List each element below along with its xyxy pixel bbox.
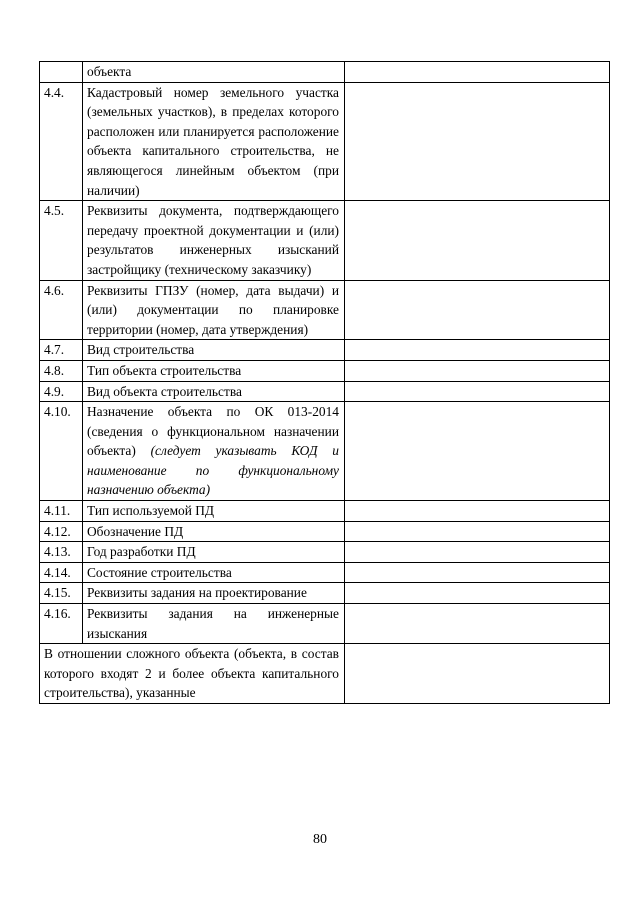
row-value-cell — [345, 280, 610, 340]
row-description: Тип объекта строительства — [83, 360, 345, 381]
row-value-cell — [345, 604, 610, 644]
row-value-cell — [345, 402, 610, 501]
row-number: 4.11. — [40, 501, 83, 522]
row-value-cell — [345, 542, 610, 563]
row-description: Кадастровый номер земельного участка (земельных участков), в пределах которого расположен или планируется расположение объекта капитального строительства, не являющегося линейным объектом (при наличии) — [83, 82, 345, 201]
row-description: Реквизиты задания на проектирование — [83, 583, 345, 604]
row-number — [40, 62, 83, 83]
row-description-text: Назначение объекта по ОК 013-2014 (сведения о функциональном назначении объекта) — [87, 404, 339, 459]
row-value-cell — [345, 644, 610, 704]
row-description: Реквизиты ГПЗУ (номер, дата выдачи) и (или) документации по планировке территории (номер, дата утверждения) — [83, 280, 345, 340]
table-row-footer — [40, 644, 610, 704]
row-number: 4.13. — [40, 542, 83, 563]
row-number: 4.4. — [40, 82, 83, 201]
table-row — [40, 62, 610, 83]
table-row — [40, 521, 610, 542]
row-number: 4.14. — [40, 562, 83, 583]
row-value-cell — [345, 62, 610, 83]
row-value-cell — [345, 360, 610, 381]
row-value-cell — [345, 521, 610, 542]
row-value-cell — [345, 501, 610, 522]
row-value-cell — [345, 82, 610, 201]
row-number: 4.12. — [40, 521, 83, 542]
table-row — [40, 604, 610, 644]
form-table — [39, 61, 610, 704]
row-description: Реквизиты задания на инженерные изыскания — [83, 604, 345, 644]
row-value-cell — [345, 583, 610, 604]
table-row — [40, 562, 610, 583]
row-description: Вид строительства — [83, 340, 345, 361]
row-number: 4.9. — [40, 381, 83, 402]
row-description: Вид объекта строительства — [83, 381, 345, 402]
row-description — [83, 402, 345, 501]
row-description: Состояние строительства — [83, 562, 345, 583]
row-number: 4.6. — [40, 280, 83, 340]
table-row — [40, 381, 610, 402]
row-description: Год разработки ПД — [83, 542, 345, 563]
complex-object-note: В отношении сложного объекта (объекта, в состав которого входят 2 и более объекта капитального строительства), указанные — [40, 644, 345, 704]
row-description: Обозначение ПД — [83, 521, 345, 542]
table-row — [40, 280, 610, 340]
row-number: 4.15. — [40, 583, 83, 604]
row-number: 4.16. — [40, 604, 83, 644]
row-number: 4.8. — [40, 360, 83, 381]
row-value-cell — [345, 562, 610, 583]
row-note: (следует указывать КОД и наименование по функциональному назначению объекта) — [87, 443, 339, 498]
table-row — [40, 501, 610, 522]
table-row — [40, 340, 610, 361]
table-row — [40, 402, 610, 501]
table-row — [40, 82, 610, 201]
table-row — [40, 583, 610, 604]
table-row — [40, 360, 610, 381]
row-number: 4.10. — [40, 402, 83, 501]
row-description: Тип используемой ПД — [83, 501, 345, 522]
row-value-cell — [345, 201, 610, 280]
row-description: объекта — [83, 62, 345, 83]
row-number: 4.7. — [40, 340, 83, 361]
row-value-cell — [345, 381, 610, 402]
page-number: 80 — [313, 832, 327, 847]
row-number: 4.5. — [40, 201, 83, 280]
row-description: Реквизиты документа, подтверждающего передачу проектной документации и (или) результатов инженерных изысканий застройщику (техническому заказчику) — [83, 201, 345, 280]
table-row — [40, 542, 610, 563]
row-value-cell — [345, 340, 610, 361]
table-row — [40, 201, 610, 280]
